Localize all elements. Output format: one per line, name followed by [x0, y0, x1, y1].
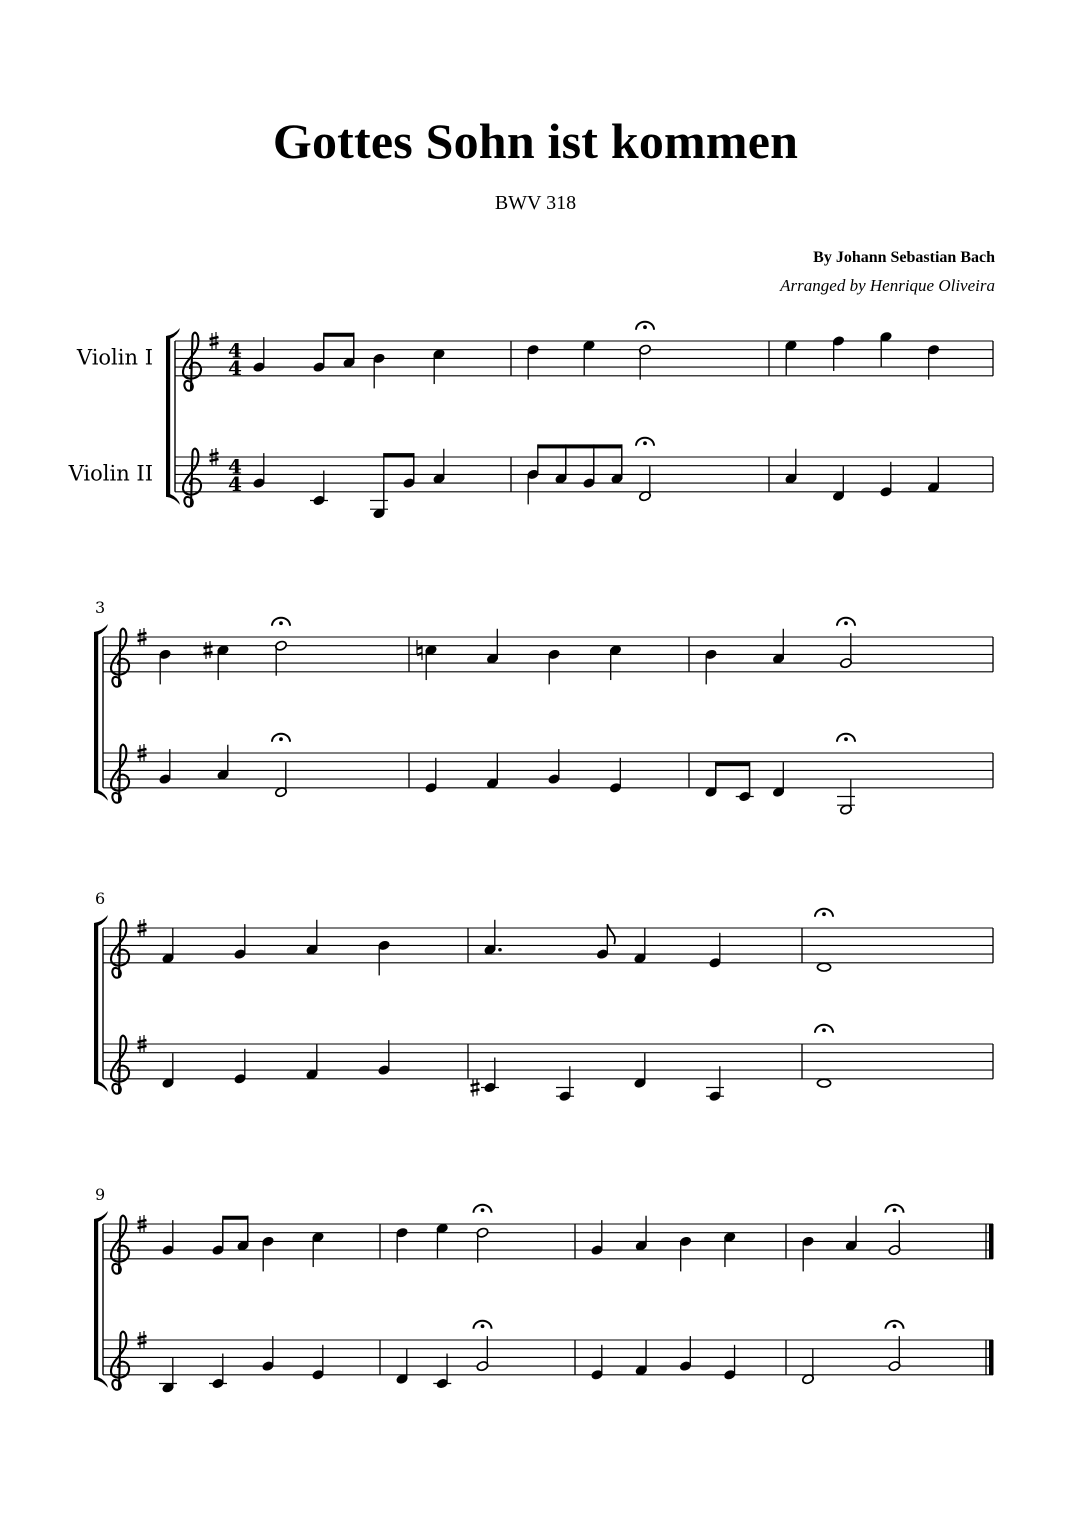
note-b4 — [705, 649, 718, 685]
catalog-number: BWV 318 — [494, 192, 577, 214]
beam — [384, 453, 415, 457]
fermata-dot — [481, 1324, 485, 1328]
note-f4 — [927, 457, 940, 493]
fermata-icon — [636, 322, 654, 330]
natural-bar — [417, 653, 422, 655]
bracket-top-hook — [94, 915, 108, 927]
fermata-dot — [893, 1208, 897, 1212]
note-b4 — [159, 649, 172, 685]
note-a4 — [306, 920, 319, 956]
note-g4 — [476, 1336, 489, 1372]
note-e4 — [723, 1345, 736, 1381]
fermata-dot — [822, 1028, 826, 1032]
note-d4 — [832, 466, 845, 502]
note-e4 — [709, 933, 722, 969]
note-g4 — [253, 337, 266, 373]
note-d4 — [275, 762, 288, 798]
note-f4 — [486, 753, 499, 789]
note-a4 — [486, 629, 499, 665]
fermata-dot — [481, 1208, 485, 1212]
fermata-icon — [815, 1025, 833, 1033]
note-f5 — [832, 335, 845, 371]
bracket-bottom-hook — [94, 1376, 108, 1388]
bracket-top-hook — [94, 1211, 108, 1223]
augmentation-dot — [498, 948, 502, 952]
fermata-dot — [643, 441, 647, 445]
note-a4 — [484, 920, 502, 956]
note-e5 — [785, 340, 798, 376]
fermata-dot — [844, 737, 848, 741]
note-g4 — [234, 924, 247, 960]
fermata-icon — [815, 909, 833, 917]
note-e4 — [234, 1049, 247, 1085]
page-title: Gottes Sohn ist kommen — [272, 113, 799, 169]
sharp-bar — [210, 453, 219, 455]
note-g4 — [378, 1040, 391, 1076]
note-d4 — [802, 1349, 815, 1385]
sharp-bar — [210, 337, 219, 339]
time-signature-numerator: 4 — [228, 338, 242, 363]
final-barline-thick — [989, 1224, 994, 1259]
note-c5 — [312, 1231, 325, 1267]
note-a3 — [706, 1066, 724, 1102]
note-e4 — [425, 758, 438, 794]
note-d5 — [275, 640, 288, 676]
accidental-sharp-icon — [471, 1079, 480, 1097]
note-d5 — [927, 344, 940, 380]
time-signature-denominator: 4 — [228, 471, 242, 496]
note-a4 — [845, 1216, 858, 1252]
bracket-bar — [166, 336, 170, 497]
flag — [607, 924, 615, 944]
note-b4 — [373, 353, 386, 389]
fermata-icon — [272, 618, 290, 626]
note-g5 — [880, 331, 893, 367]
sharp-bar — [138, 1342, 147, 1344]
note-e4 — [609, 758, 622, 794]
beam — [324, 333, 355, 337]
natural-icon — [417, 640, 422, 660]
sharp-bar — [204, 652, 213, 654]
beam — [716, 762, 750, 766]
fermata-icon — [886, 1205, 904, 1213]
note-b4 — [262, 1236, 275, 1272]
note-a4 — [785, 449, 798, 485]
note-g3 — [370, 484, 388, 520]
accidental-sharp-icon — [204, 641, 213, 659]
note-b3 — [159, 1358, 177, 1394]
note-b4 — [378, 940, 391, 976]
fermata-icon — [272, 734, 290, 742]
composer-credit: By Johann Sebastian Bach — [813, 249, 995, 266]
note-f4 — [306, 1044, 319, 1080]
bracket-bottom-hook — [94, 1080, 108, 1092]
measure-number: 6 — [95, 889, 106, 908]
fermata-icon — [886, 1321, 904, 1329]
natural-bar — [417, 647, 422, 649]
bracket-top-hook — [166, 328, 180, 340]
fermata-icon — [636, 438, 654, 446]
note-g4 — [548, 749, 561, 785]
note-d4 — [162, 1053, 175, 1089]
note-a4 — [772, 629, 785, 665]
note-a3 — [556, 1066, 574, 1102]
sharp-bar — [138, 930, 147, 932]
note-g4 — [840, 633, 853, 669]
fermata-dot — [279, 621, 283, 625]
note-g4 — [888, 1220, 901, 1256]
note-c5 — [723, 1231, 736, 1267]
note-g4 — [162, 1220, 175, 1256]
fermata-icon — [837, 618, 855, 626]
note-c5 — [217, 644, 230, 680]
fermata-icon — [474, 1205, 492, 1213]
fermata-dot — [643, 325, 647, 329]
note-c5 — [609, 644, 622, 680]
sharp-bar — [138, 1226, 147, 1228]
fermata-icon — [474, 1321, 492, 1329]
bracket-bottom-hook — [166, 493, 180, 505]
note-f4 — [162, 928, 175, 964]
sharp-bar — [138, 1046, 147, 1048]
note-c4 — [310, 471, 328, 507]
bracket-bar — [94, 632, 98, 793]
note-b4 — [679, 1236, 692, 1272]
notehead — [817, 1079, 830, 1087]
fermata-dot — [822, 912, 826, 916]
note-d4 — [634, 1053, 647, 1089]
note-g4 — [679, 1336, 692, 1372]
note-e5 — [436, 1223, 449, 1259]
system-bracket — [166, 328, 180, 505]
sharp-bar — [210, 343, 219, 345]
note-e4 — [591, 1345, 604, 1381]
sharp-bar — [138, 749, 147, 751]
note-c4 — [209, 1354, 227, 1390]
note-b4 — [802, 1236, 815, 1272]
note-g4 — [159, 749, 172, 785]
note-c4 — [433, 1354, 451, 1390]
bracket-bar — [94, 923, 98, 1084]
sharp-bar — [210, 459, 219, 461]
note-a4 — [217, 745, 230, 781]
note-e4 — [312, 1345, 325, 1381]
note-e4 — [880, 462, 893, 498]
instrument-label-violin-1: Violin I — [76, 345, 153, 370]
measure-number: 3 — [95, 598, 106, 617]
note-b4 — [548, 649, 561, 685]
fermata-icon — [837, 734, 855, 742]
sharp-bar — [138, 924, 147, 926]
note-d4 — [396, 1349, 409, 1385]
note-g3 — [837, 780, 855, 816]
bracket-top-hook — [94, 624, 108, 636]
sharp-bar — [138, 1040, 147, 1042]
sharp-bar — [138, 755, 147, 757]
note-g4 — [591, 1220, 604, 1256]
final-barline-thick — [989, 1340, 994, 1375]
note-d4 — [639, 466, 652, 502]
note-d5 — [527, 344, 540, 380]
beam — [223, 1216, 249, 1220]
note-d4 — [817, 963, 830, 971]
sharp-bar — [471, 1084, 480, 1086]
sharp-bar — [138, 633, 147, 635]
note-c5 — [433, 348, 446, 384]
time-signature-numerator: 4 — [228, 454, 242, 479]
note-f4 — [635, 1340, 648, 1376]
fermata-dot — [893, 1324, 897, 1328]
arranger-credit: Arranged by Henrique Oliveira — [780, 276, 995, 295]
sharp-bar — [471, 1090, 480, 1092]
bracket-bottom-hook — [94, 789, 108, 801]
fermata-dot — [844, 621, 848, 625]
note-c4 — [736, 767, 754, 803]
system-bracket — [94, 915, 108, 1092]
note-g4 — [262, 1336, 275, 1372]
system-bracket — [94, 624, 108, 801]
beam — [538, 444, 623, 448]
notehead — [817, 963, 830, 971]
note-c4 — [481, 1058, 499, 1094]
note-a4 — [635, 1216, 648, 1252]
instrument-label-violin-2: Violin II — [68, 461, 153, 486]
note-d4 — [817, 1079, 830, 1087]
system-bracket — [94, 1211, 108, 1388]
fermata-dot — [279, 737, 283, 741]
note-g4 — [253, 453, 266, 489]
note-e5 — [583, 340, 596, 376]
bracket-bar — [94, 1219, 98, 1380]
sharp-bar — [138, 1220, 147, 1222]
note-d4 — [772, 762, 785, 798]
note-c5 — [425, 644, 438, 680]
measure-number: 9 — [95, 1185, 106, 1204]
sharp-bar — [204, 646, 213, 648]
sharp-bar — [138, 1336, 147, 1338]
note-d5 — [639, 344, 652, 380]
sharp-bar — [138, 639, 147, 641]
note-f4 — [634, 928, 647, 964]
note-d5 — [396, 1227, 409, 1263]
time-signature-denominator: 4 — [228, 355, 242, 380]
note-g4 — [888, 1336, 901, 1372]
note-d5 — [476, 1227, 489, 1263]
note-a4 — [433, 449, 446, 485]
